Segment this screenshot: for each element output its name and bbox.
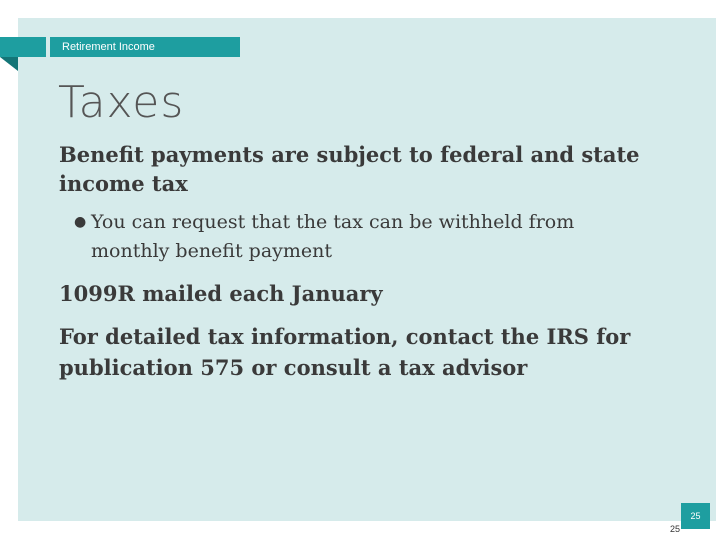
subpoint-text: You can request that the tax can be withheld from monthly benefit payment (91, 211, 575, 262)
point-1099r: 1099R mailed each January (59, 281, 383, 306)
bullet-dot-icon: ● (74, 214, 87, 230)
point-irs-info: For detailed tax information, contact the IRS for publication 575 or consult a tax advisor (59, 324, 631, 380)
header-accent-bar (0, 37, 46, 57)
page-number-outer: 25 (670, 524, 681, 534)
header-fold (0, 57, 18, 71)
page-number: 25 (690, 511, 701, 521)
header-label: Retirement Income (62, 41, 155, 53)
page-number-box (681, 503, 710, 529)
slide-title: Taxes (58, 77, 185, 128)
point-federal-state-tax: Benefit payments are subject to federal and state income tax (59, 142, 640, 196)
